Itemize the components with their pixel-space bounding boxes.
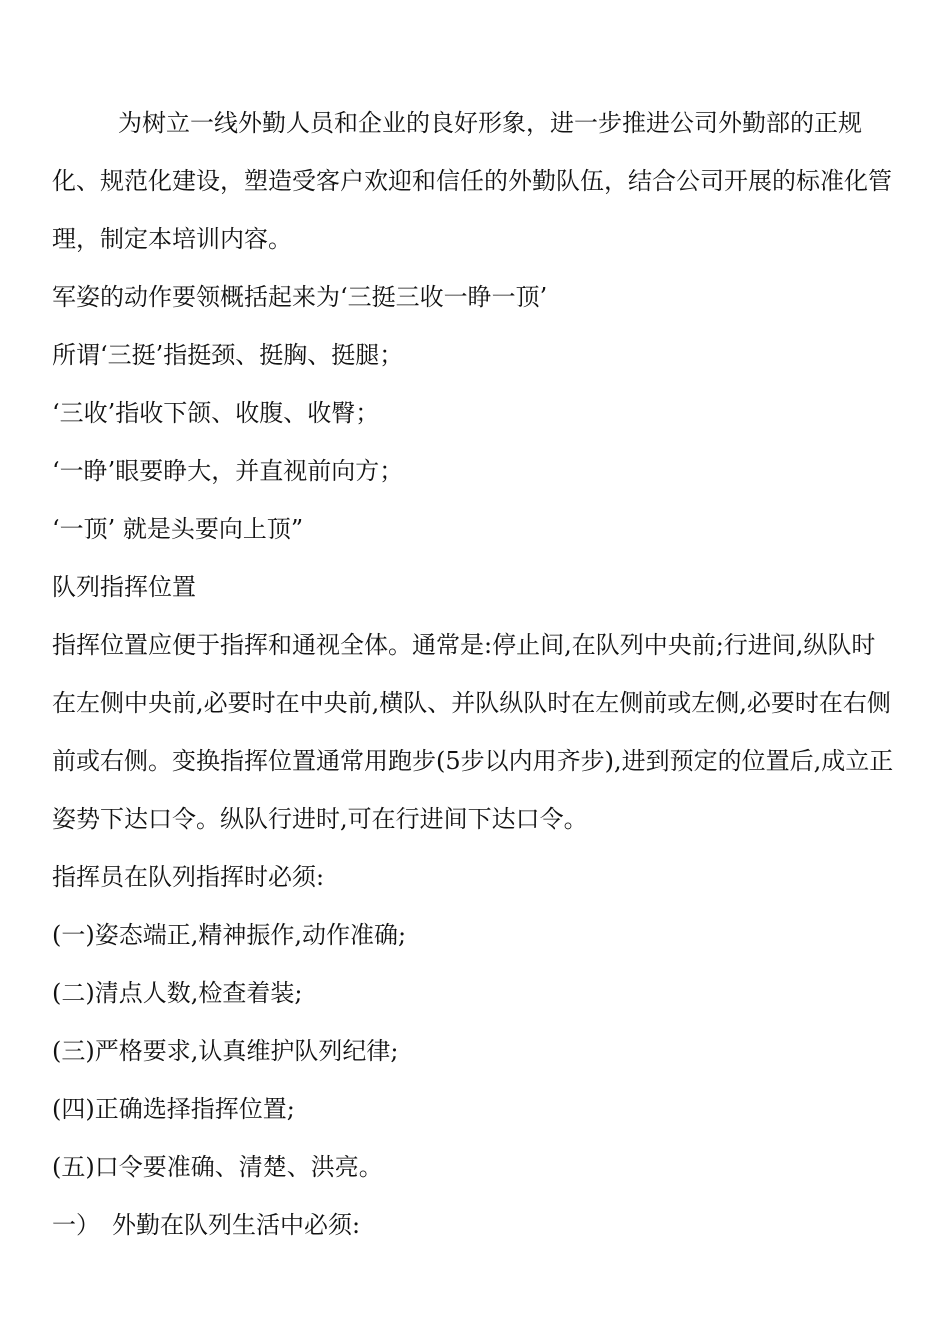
requirement-item-1: (一)姿态端正,精神振作,动作准确; bbox=[52, 921, 407, 949]
head-up-item: ‘一顶’ 就是头要向上顶” bbox=[52, 515, 304, 543]
requirement-item-5: (五)口令要准确、清楚、洪亮。 bbox=[52, 1153, 383, 1181]
three-tuck-item: ‘三收’指收下颌、收腹、收臀； bbox=[52, 399, 380, 427]
requirement-item-2: (二)清点人数,检查着装; bbox=[52, 979, 303, 1007]
posture-summary: 军姿的动作要领概括起来为‘三挺三收一睁一顶’ bbox=[52, 283, 548, 311]
eyes-open-item: ‘一睁’眼要睁大，并直视前向方； bbox=[52, 457, 404, 485]
section-heading-command-position: 队列指挥位置 bbox=[52, 573, 196, 601]
commander-requirements-heading: 指挥员在队列指挥时必须: bbox=[52, 863, 325, 891]
requirement-item-4: (四)正确选择指挥位置; bbox=[52, 1095, 295, 1123]
three-straight-item: 所谓‘三挺’指挺颈、挺胸、挺腿； bbox=[52, 341, 404, 369]
command-position-paragraph: 指挥位置应便于指挥和通视全体。通常是:停止间,在队列中央前;行进间,纵队时在左侧中央前,必要时在中央前,横队、并队纵队时在左侧前或左侧,必要时在右侧前或右侧。变换指挥位置通常用跑步(5步以内用齐步),进到预定的位置后,成立正姿势下达口令。纵队行进时,可在行进间下达口令。 bbox=[52, 631, 894, 833]
requirement-item-3: (三)严格要求,认真维护队列纪律; bbox=[52, 1037, 399, 1065]
document-body bbox=[52, 94, 898, 1254]
intro-paragraph: 为树立一线外勤人员和企业的良好形象，进一步推进公司外勤部的正规化、规范化建设，塑造受客户欢迎和信任的外勤队伍，结合公司开展的标准化管理，制定本培训内容。 bbox=[52, 109, 892, 253]
section-heading-field-staff: 一） 外勤在队列生活中必须: bbox=[52, 1211, 361, 1239]
